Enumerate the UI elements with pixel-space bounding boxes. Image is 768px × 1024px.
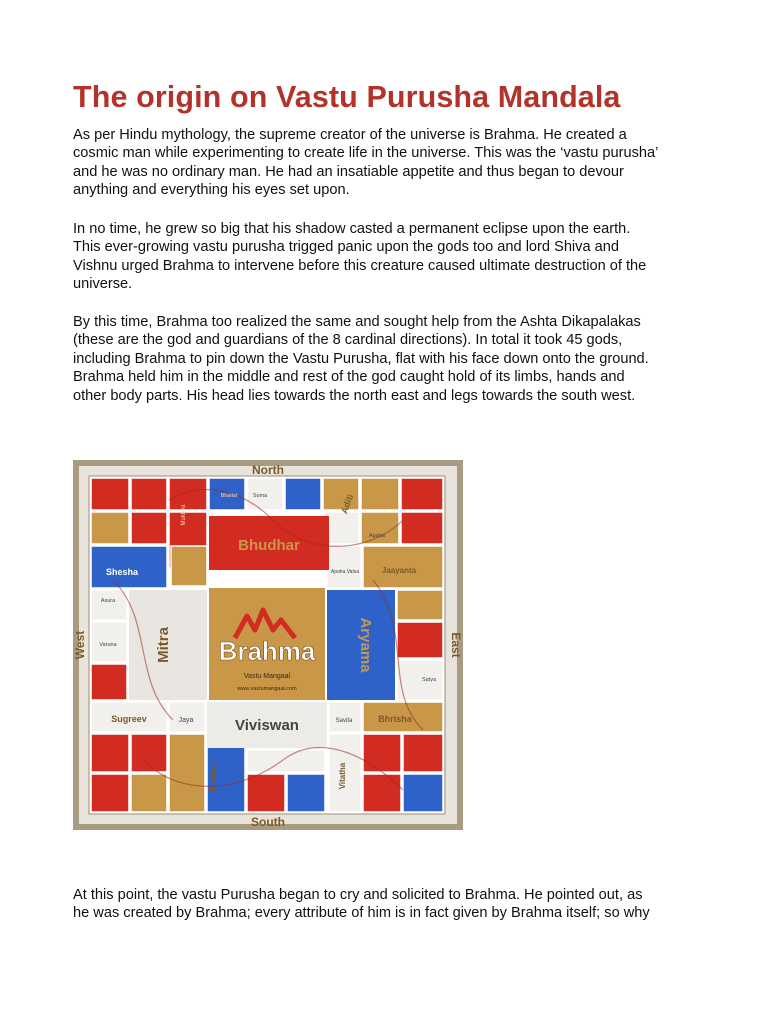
direction-west-label: West — [73, 630, 87, 660]
mandala-drawing — [73, 460, 463, 830]
mandala-cell — [363, 734, 401, 772]
mandala-cell — [363, 774, 401, 812]
mandala-cell — [91, 774, 129, 812]
brahma-subtitle: Vastu Mangaal — [243, 673, 291, 680]
brahma-url: www.vastumangaal.com — [237, 686, 297, 692]
text-line: and he was no ordinary man. He had an insatiable appetite and thus began to devour — [73, 163, 624, 180]
mandala-cell — [247, 750, 325, 772]
paragraph-4 — [73, 886, 713, 923]
mandala-cell — [91, 664, 127, 700]
cell-shesha-label: Shesha — [105, 567, 139, 577]
mandala-cell — [329, 702, 361, 732]
mandala-cell — [91, 590, 127, 620]
text-line: As per Hindu mythology, the supreme creator of the universe is Brahma. He created a — [73, 127, 627, 143]
mandala-cell — [327, 546, 361, 588]
text-line: anything and everything his eyes set upon. — [73, 182, 350, 199]
mandala-cell — [397, 590, 443, 620]
zone-mitra-label: Mitra — [155, 627, 172, 663]
mandala-cell — [131, 774, 167, 812]
cell-apaha-label: Apaha — [369, 533, 385, 539]
cell-bhallat-label: Bhallat — [220, 493, 238, 499]
direction-east-label: East — [449, 632, 463, 658]
mandala-cell — [131, 512, 167, 544]
mandala-cell — [397, 622, 443, 658]
mandala-cell — [91, 512, 129, 544]
mandala-cell — [91, 478, 129, 510]
cell-apahavatsa-label: Apaha Vatsa — [330, 569, 360, 575]
text-line: he was created by Brahma; every attribute of him is in fact given by Brahma itself; so why — [73, 905, 650, 922]
cell-jaayanta-label: Jaayanta — [381, 566, 417, 575]
text-line: This ever-growing vastu purusha trigged panic upon the gods too and lord Shiva and — [73, 239, 619, 256]
paragraph-2 — [73, 220, 713, 294]
text-line: other body parts. His head lies towards the north east and legs towards the south west. — [73, 387, 636, 404]
mandala-cell — [397, 660, 443, 700]
mandala-cell — [247, 774, 285, 812]
text-line: In no time, he grew so big that his shadow casted a permanent eclipse upon the earth. — [73, 221, 631, 237]
direction-north-label: North — [252, 463, 284, 477]
cell-bhrisha-label: Bhrisha — [378, 714, 412, 724]
cell-sugreev-label: Sugreev — [111, 714, 147, 724]
paragraph-1 — [73, 126, 713, 200]
page-title: The origin on Vastu Purusha Mandala — [73, 80, 621, 114]
zone-aryama-label: Aryama — [357, 617, 374, 673]
cell-savita-label: Savita — [335, 718, 353, 724]
text-line: Brahma held him in the middle and rest of the god caught hold of its limbs, hands and — [73, 369, 625, 386]
cell-satya-label: Satya — [421, 677, 437, 683]
mandala-cell — [169, 478, 207, 510]
mandala-cell — [401, 478, 443, 510]
cell-jaya-label: Jaya — [178, 717, 194, 724]
vastu-mandala-figure — [73, 460, 463, 830]
mandala-cell — [169, 734, 205, 812]
text-line: At this point, the vastu Purusha began to cry and solicited to Brahma. He pointed out, as — [73, 887, 643, 903]
mandala-cell — [171, 546, 207, 586]
mandala-cell — [287, 774, 325, 812]
cell-bhringraj-label: Bhringraj — [210, 760, 217, 792]
cell-asura-label: Asura — [100, 598, 116, 604]
zone-bhudhar-label: Bhudhar — [238, 537, 300, 554]
cell-vitatha-label: Vitatha — [338, 762, 347, 790]
mandala-cell — [285, 478, 321, 510]
cell-soma-label: Soma — [252, 493, 268, 499]
mandala-cell — [131, 478, 167, 510]
zone-viviswan-label: Viviswan — [235, 717, 299, 734]
brahma-title: Brahma — [218, 636, 316, 666]
cell-aditi-label: Aditi — [339, 492, 356, 516]
mandala-cell — [403, 774, 443, 812]
mandala-cell — [91, 734, 129, 772]
cell-varuna-label: Varuna — [99, 642, 117, 648]
text-line: (these are the god and guardians of the 8 cardinal directions). In total it took 45 gods, — [73, 332, 623, 349]
mandala-cell — [361, 478, 399, 510]
cell-mukhya-label: Mukhya — [181, 504, 187, 526]
mandala-cell — [401, 512, 443, 544]
direction-south-label: South — [251, 815, 285, 829]
text-line: Vishnu urged Brahma to intervene before this creature caused ultimate destruction of the — [73, 257, 647, 274]
mandala-cell — [403, 734, 443, 772]
text-line: By this time, Brahma too realized the same and sought help from the Ashta Dikapalakas — [73, 314, 641, 330]
text-line: cosmic man while experimenting to create life in the universe. This was the ‘vastu purusha’ — [73, 145, 659, 162]
paragraph-3 — [73, 313, 713, 405]
text-line: including Brahma to pin down the Vastu Purusha, flat with his face down onto the ground. — [73, 350, 649, 367]
text-line: universe. — [73, 276, 133, 293]
